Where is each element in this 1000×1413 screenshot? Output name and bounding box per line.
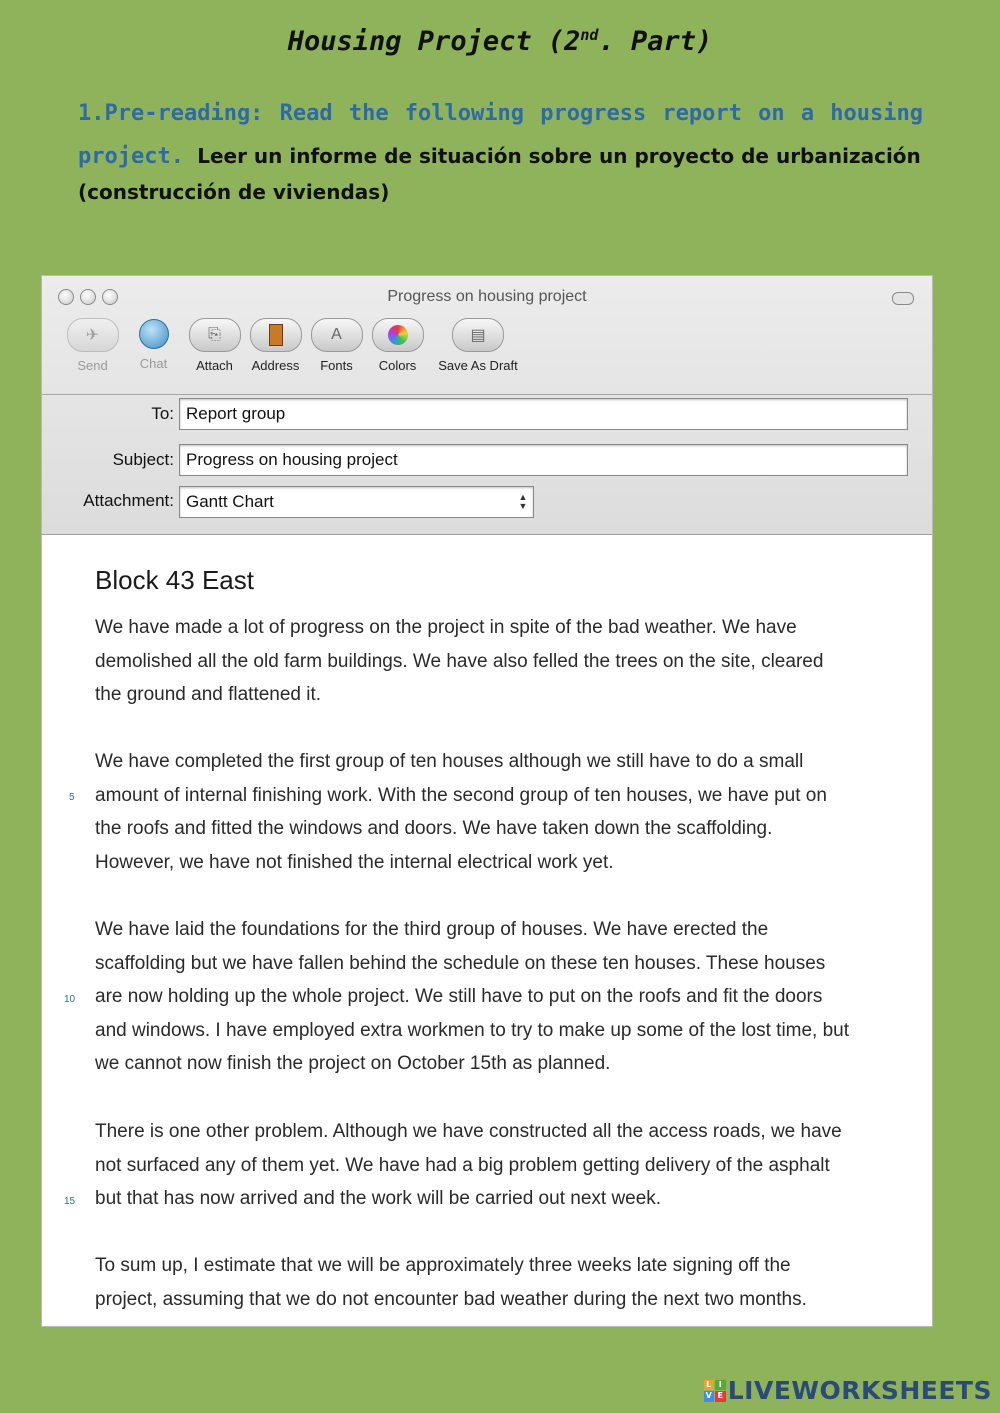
toolbar-toggle-icon[interactable]	[892, 292, 914, 305]
address-book-icon	[250, 318, 302, 352]
chat-button[interactable]: Chat	[123, 318, 184, 373]
toolbar-divider	[42, 394, 932, 395]
attachment-select[interactable]: Gantt Chart ▲ ▼	[179, 486, 534, 518]
logo-grid-icon: L I V E	[704, 1380, 726, 1402]
colors-button[interactable]: Colors	[367, 318, 428, 373]
chat-icon	[129, 318, 179, 350]
liveworksheets-logo: L I V E LIVEWORKSHEETS	[705, 1376, 992, 1405]
paragraph-4: There is one other problem. Although we have constructed all the access roads, we have not surfaced any of them yet. We have had a big problem getting delivery of the asphalt but that has now arrived and the work will be carried out next week.	[95, 1121, 842, 1210]
message-heading: Block 43 East	[95, 565, 254, 595]
paperclip-icon: ⎘	[189, 318, 241, 352]
address-button[interactable]: Address	[245, 318, 306, 373]
save-as-draft-button[interactable]: ▤ Save As Draft	[428, 318, 528, 373]
color-wheel-icon	[372, 318, 424, 352]
paragraph-5: To sum up, I estimate that we will be approximately three weeks late signing off the project, assuming that we do not encounter bad weather during the next two months.	[95, 1255, 807, 1310]
line-number: 15	[64, 1196, 76, 1207]
paragraph-1: We have made a lot of progress on the project in spite of the bad weather. We have demolished all the old farm buildings. We have also felled the trees on the site, cleared the ground and flattened it.	[95, 617, 824, 706]
instruction-english: 1.Pre-reading: Read the following progress report on a housing project.	[78, 101, 923, 169]
message-body[interactable]	[42, 535, 932, 1326]
mail-compose-window	[42, 276, 932, 1326]
draft-icon: ▤	[452, 318, 504, 352]
instruction-spanish-cont: (construcción de viviendas)	[78, 180, 390, 204]
window-chrome	[42, 276, 932, 535]
to-field[interactable]: Report group	[179, 398, 908, 430]
paragraph-2: We have completed the first group of ten houses although we still have to do a small amount of internal finishing work. With the second group of ten houses, we have put on the roofs and fitted the windows and doors. We have taken down the scaffolding. However, we have not finished the internal electrical work yet.	[95, 751, 827, 873]
line-number: 10	[64, 994, 76, 1005]
toolbar	[62, 318, 528, 373]
subject-label: Subject:	[112, 450, 174, 469]
attach-button[interactable]: ⎘ Attach	[184, 318, 245, 373]
instruction-spanish: Leer un informe de situación sobre un proyecto de urbanización	[197, 144, 921, 168]
updown-arrow-icon: ▲ ▼	[518, 492, 528, 511]
line-number: 5	[69, 792, 75, 803]
send-icon: ✈	[67, 318, 119, 352]
page-title: Housing Project (2nd. Part)	[287, 26, 713, 57]
fonts-button[interactable]: A Fonts	[306, 318, 367, 373]
send-button[interactable]: ✈ Send	[62, 318, 123, 373]
attachment-label: Attachment:	[83, 491, 174, 510]
paragraph-3: We have laid the foundations for the third group of houses. We have erected the scaffolding but we have fallen behind the schedule on these ten houses. These houses are now holding up the whole project. We still have to put on the roofs and fit the doors and windows. I have employed extra workmen to try to make up some of the lost time, but we cannot now finish the project on October 15th as planned.	[95, 919, 850, 1075]
window-title: Progress on housing project	[387, 288, 587, 305]
pre-reading-instruction	[78, 92, 923, 210]
to-label: To:	[151, 404, 174, 423]
subject-field[interactable]: Progress on housing project	[179, 444, 908, 476]
fonts-icon: A	[311, 318, 363, 352]
